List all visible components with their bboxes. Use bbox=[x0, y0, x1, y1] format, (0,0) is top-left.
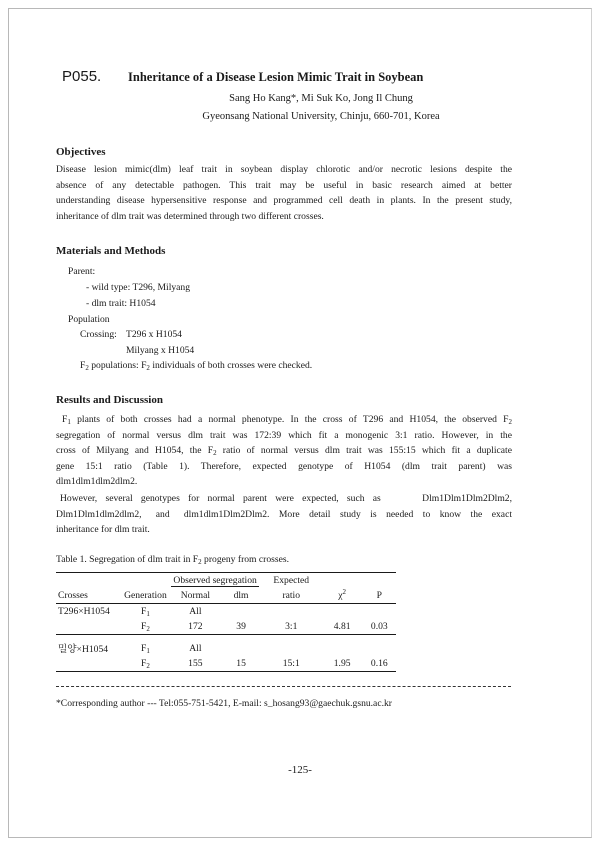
results-text: plants of both crosses had a normal phenotype. In the cross of T296 and H1054, the observed F bbox=[70, 414, 509, 425]
cell-p: 0.16 bbox=[363, 656, 396, 672]
cell-chi bbox=[322, 604, 363, 620]
population-label: Population bbox=[68, 314, 110, 325]
header-expected: Expected bbox=[261, 573, 322, 589]
caption-subscript: 2 bbox=[198, 558, 202, 566]
results-line: inheritance for dlm trait. bbox=[56, 524, 150, 535]
paper-title: Inheritance of a Disease Lesion Mimic Trait in Soybean bbox=[128, 70, 424, 84]
cell-normal: 172 bbox=[188, 621, 203, 632]
table-caption bbox=[56, 553, 289, 567]
cross-2: Milyang x H1054 bbox=[126, 345, 195, 356]
chi-superscript: 2 bbox=[342, 588, 347, 596]
results-line: Dlm1Dlm1dlm2dlm2, and dlm1dlm1Dlm2Dlm2. More detail study is needed to know the exact bbox=[56, 508, 512, 520]
header-crosses: Crosses bbox=[58, 590, 88, 601]
cell-generation: $F_1$ bbox=[141, 642, 150, 655]
f2-subscript: 2 bbox=[146, 364, 150, 372]
cell-ratio bbox=[261, 604, 322, 620]
results-line: dlm1dlm1dlm2dlm2. bbox=[56, 476, 138, 487]
header-p: P bbox=[376, 590, 382, 601]
cross-1: T296 x H1054 bbox=[126, 329, 182, 340]
corresponding-author-footnote: *Corresponding author --- Tel:055-751-5421, E-mail: s_hosang93@gaechuk.gsnu.ac.kr bbox=[56, 698, 392, 709]
results-line: segregation of normal versus dlm trait was 172:39 which fit a monogenic 3:1 ratio. However, in the bbox=[56, 429, 512, 441]
objectives-paragraph bbox=[56, 162, 512, 224]
table-row bbox=[56, 656, 396, 672]
cell-ratio bbox=[261, 635, 322, 657]
results-text: ratio of normal versus dlm trait was 155:15 which fit a duplicate bbox=[216, 445, 512, 456]
cell-cross: 밀양×H1054 bbox=[58, 644, 109, 655]
dlm-trait-line: - dlm trait: H1054 bbox=[86, 298, 156, 309]
cell-generation: $F_2$ bbox=[121, 656, 169, 672]
cell-cross bbox=[56, 656, 121, 672]
results-line: gene 15:1 ratio (Table 1). Therefore, expected genotype of H1054 (dlm trait parent) was bbox=[56, 460, 512, 472]
results-line: However, several genotypes for normal parent were expected, such as Dlm1Dlm1Dlm2Dlm2, bbox=[60, 493, 512, 504]
f2-text: F bbox=[80, 360, 86, 371]
results-subscript: 2 bbox=[508, 418, 512, 426]
caption-text: progeny from crosses. bbox=[201, 554, 290, 565]
table-header-row bbox=[56, 588, 396, 604]
results-text: F bbox=[62, 414, 68, 425]
cell-normal: 155 bbox=[169, 656, 221, 672]
header-ratio: ratio bbox=[282, 590, 301, 601]
cell-chi bbox=[322, 635, 363, 657]
f2-text: individuals of both crosses were checked. bbox=[149, 360, 313, 371]
header-chi-square bbox=[322, 588, 363, 604]
results-paragraph-2 bbox=[56, 491, 512, 538]
objectives-line: understanding disease hypersensitive response and programmed cell death in plants. In the present study, bbox=[56, 195, 512, 206]
cell-dlm: 15 bbox=[221, 656, 260, 672]
cell-normal: All bbox=[189, 606, 202, 617]
cell-dlm bbox=[221, 635, 260, 657]
results-paragraph-1 bbox=[56, 412, 512, 490]
cell-p: 0.03 bbox=[370, 621, 388, 632]
results-subscript: 2 bbox=[213, 449, 217, 457]
table-row bbox=[56, 635, 396, 657]
results-heading: Results and Discussion bbox=[56, 394, 163, 406]
wild-type-line: - wild type: T296, Milyang bbox=[86, 282, 191, 293]
crossing-label: Crossing: bbox=[80, 329, 117, 340]
cell-generation: $F_2$ bbox=[141, 621, 150, 633]
cell-dlm bbox=[221, 604, 260, 620]
table-row bbox=[56, 604, 396, 620]
cell-ratio: 15:1 bbox=[261, 656, 322, 672]
objectives-heading: Objectives bbox=[56, 146, 106, 158]
f2-subscript: 2 bbox=[85, 364, 89, 372]
header-dlm: dlm bbox=[233, 590, 249, 601]
results-line bbox=[56, 412, 512, 428]
authors: Sang Ho Kang*, Mi Suk Ko, Jong Il Chung bbox=[229, 93, 413, 104]
table-header-row bbox=[56, 573, 396, 589]
results-subscript: 1 bbox=[67, 418, 71, 426]
objectives-line: absence of any detectable pathogen. This trait may be useful in basic research aimed at better bbox=[56, 179, 512, 191]
cell-cross bbox=[56, 619, 121, 635]
cell-generation: $F_1$ bbox=[141, 606, 150, 618]
chi-symbol: χ bbox=[338, 590, 343, 601]
header-normal: Normal bbox=[180, 590, 211, 601]
f2-populations-line bbox=[80, 359, 312, 373]
table-row bbox=[56, 619, 396, 635]
segregation-table bbox=[56, 572, 396, 672]
f2-text: populations: F bbox=[88, 360, 147, 371]
abstract-code: P055. bbox=[62, 68, 102, 85]
cell-normal: All bbox=[189, 642, 202, 654]
header-observed: Observed segregation bbox=[173, 575, 257, 586]
parent-label: Parent: bbox=[68, 266, 96, 277]
results-line bbox=[56, 443, 512, 459]
cell-p bbox=[363, 635, 396, 657]
caption-text: Table 1. Segregation of dlm trait in F bbox=[56, 554, 199, 565]
methods-heading: Materials and Methods bbox=[56, 245, 166, 257]
footnote-divider bbox=[56, 686, 511, 687]
cell-chi: 1.95 bbox=[322, 656, 363, 672]
objectives-line: inheritance of dlm trait was determined through two different crosses. bbox=[56, 210, 324, 222]
header-generation: Generation bbox=[124, 590, 167, 601]
cell-ratio: 3:1 bbox=[285, 621, 298, 632]
page-number: -125- bbox=[288, 764, 312, 776]
results-text: cross of Milyang and H1054, the F bbox=[56, 445, 214, 456]
cell-cross: T296×H1054 bbox=[58, 606, 110, 617]
cell-chi: 4.81 bbox=[333, 621, 351, 632]
cell-dlm: 39 bbox=[236, 621, 246, 632]
objectives-line: Disease lesion mimic(dlm) leaf trait in soybean display chlorotic and/or necrotic lesions despite the bbox=[56, 164, 512, 175]
affiliation: Gyeonsang National University, Chinju, 660-701, Korea bbox=[202, 111, 440, 122]
cell-p bbox=[363, 604, 396, 620]
